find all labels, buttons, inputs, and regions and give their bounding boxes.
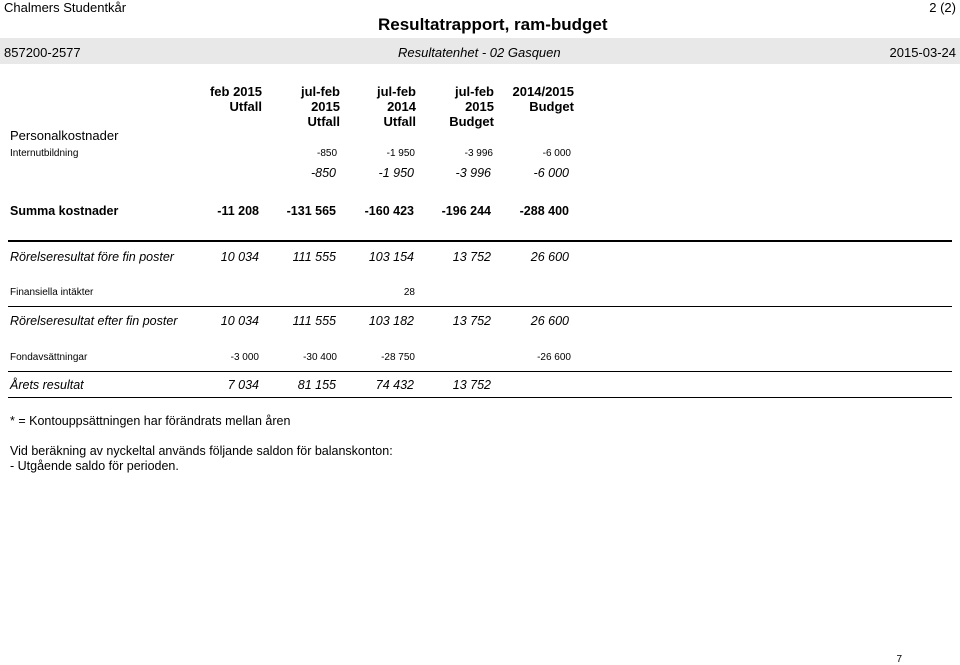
- cell-summa-3: -160 423: [364, 204, 414, 218]
- cell-fond-1: -3 000: [230, 352, 259, 363]
- divider-rule: [8, 240, 952, 242]
- cell-rores-efter-5: 26 600: [530, 314, 569, 328]
- col-header-1: feb 2015 Utfall: [209, 84, 262, 114]
- cell-fond-3: -28 750: [381, 352, 415, 363]
- cell-internutbildning-4: -3 996: [464, 148, 493, 159]
- row-label-rores-efter: Rörelseresultat efter fin poster: [10, 314, 178, 328]
- cell-summa-1: -11 208: [217, 204, 259, 218]
- cell-fond-2: -30 400: [303, 352, 337, 363]
- cell-subtotal-4: -3 996: [455, 166, 491, 180]
- cell-arets-2: 81 155: [297, 378, 336, 392]
- cell-rores-fore-2: 111 555: [292, 250, 336, 264]
- cell-subtotal-5: -6 000: [533, 166, 569, 180]
- note-utgaende-saldo: - Utgående saldo för perioden.: [10, 459, 179, 473]
- cell-rores-fore-3: 103 154: [368, 250, 414, 264]
- cell-summa-4: -196 244: [441, 204, 491, 218]
- row-label-arets: Årets resultat: [10, 378, 84, 392]
- section-title: Personalkostnader: [10, 128, 119, 143]
- divider-rule: [8, 397, 952, 398]
- cell-arets-3: 74 432: [375, 378, 414, 392]
- cell-arets-1: 7 034: [227, 378, 259, 392]
- col-header-5: 2014/2015 Budget: [512, 84, 574, 114]
- cell-rores-fore-1: 10 034: [220, 250, 259, 264]
- row-label-internutbildning: Internutbildning: [10, 148, 79, 159]
- row-label-fin-intakter: Finansiella intäkter: [10, 287, 94, 298]
- cell-internutbildning-3: -1 950: [386, 148, 415, 159]
- cell-rores-efter-4: 13 752: [452, 314, 491, 328]
- org-name: Chalmers Studentkår: [4, 0, 127, 15]
- cell-arets-4: 13 752: [452, 378, 491, 392]
- row-label-fond: Fondavsättningar: [10, 352, 88, 363]
- cell-fin-intakter-3: 28: [403, 287, 415, 298]
- row-label-summa: Summa kostnader: [10, 204, 119, 218]
- cell-fond-5: -26 600: [537, 352, 571, 363]
- cell-rores-fore-5: 26 600: [530, 250, 569, 264]
- result-unit: Resultatenhet - 02 Gasquen: [398, 45, 561, 60]
- cell-rores-efter-1: 10 034: [220, 314, 259, 328]
- note-nyckeltal: Vid beräkning av nyckeltal används följande saldon för balanskonton:: [10, 444, 393, 458]
- col-header-2: jul-feb 2015 Utfall: [301, 84, 340, 129]
- footer-page-number: 7: [896, 654, 902, 665]
- col-header-3: jul-feb 2014 Utfall: [377, 84, 416, 129]
- cell-rores-fore-4: 13 752: [452, 250, 491, 264]
- cell-rores-efter-3: 103 182: [368, 314, 414, 328]
- account-number: 857200-2577: [4, 45, 81, 60]
- note-kontouppsattning: * = Kontouppsättningen har förändrats mellan åren: [10, 414, 291, 428]
- divider-rule: [8, 306, 952, 307]
- col-header-4: jul-feb 2015 Budget: [449, 84, 494, 129]
- report-title: Resultatrapport, ram-budget: [378, 15, 608, 34]
- cell-rores-efter-2: 111 555: [292, 314, 336, 328]
- page-indicator: 2 (2): [929, 0, 956, 15]
- row-label-rores-fore: Rörelseresultat före fin poster: [10, 250, 174, 264]
- cell-internutbildning-2: -850: [316, 148, 337, 159]
- cell-summa-5: -288 400: [519, 204, 569, 218]
- divider-rule: [8, 371, 952, 372]
- cell-subtotal-3: -1 950: [378, 166, 414, 180]
- report-date: 2015-03-24: [889, 45, 956, 60]
- cell-summa-2: -131 565: [286, 204, 336, 218]
- cell-internutbildning-5: -6 000: [542, 148, 571, 159]
- cell-subtotal-2: -850: [310, 166, 336, 180]
